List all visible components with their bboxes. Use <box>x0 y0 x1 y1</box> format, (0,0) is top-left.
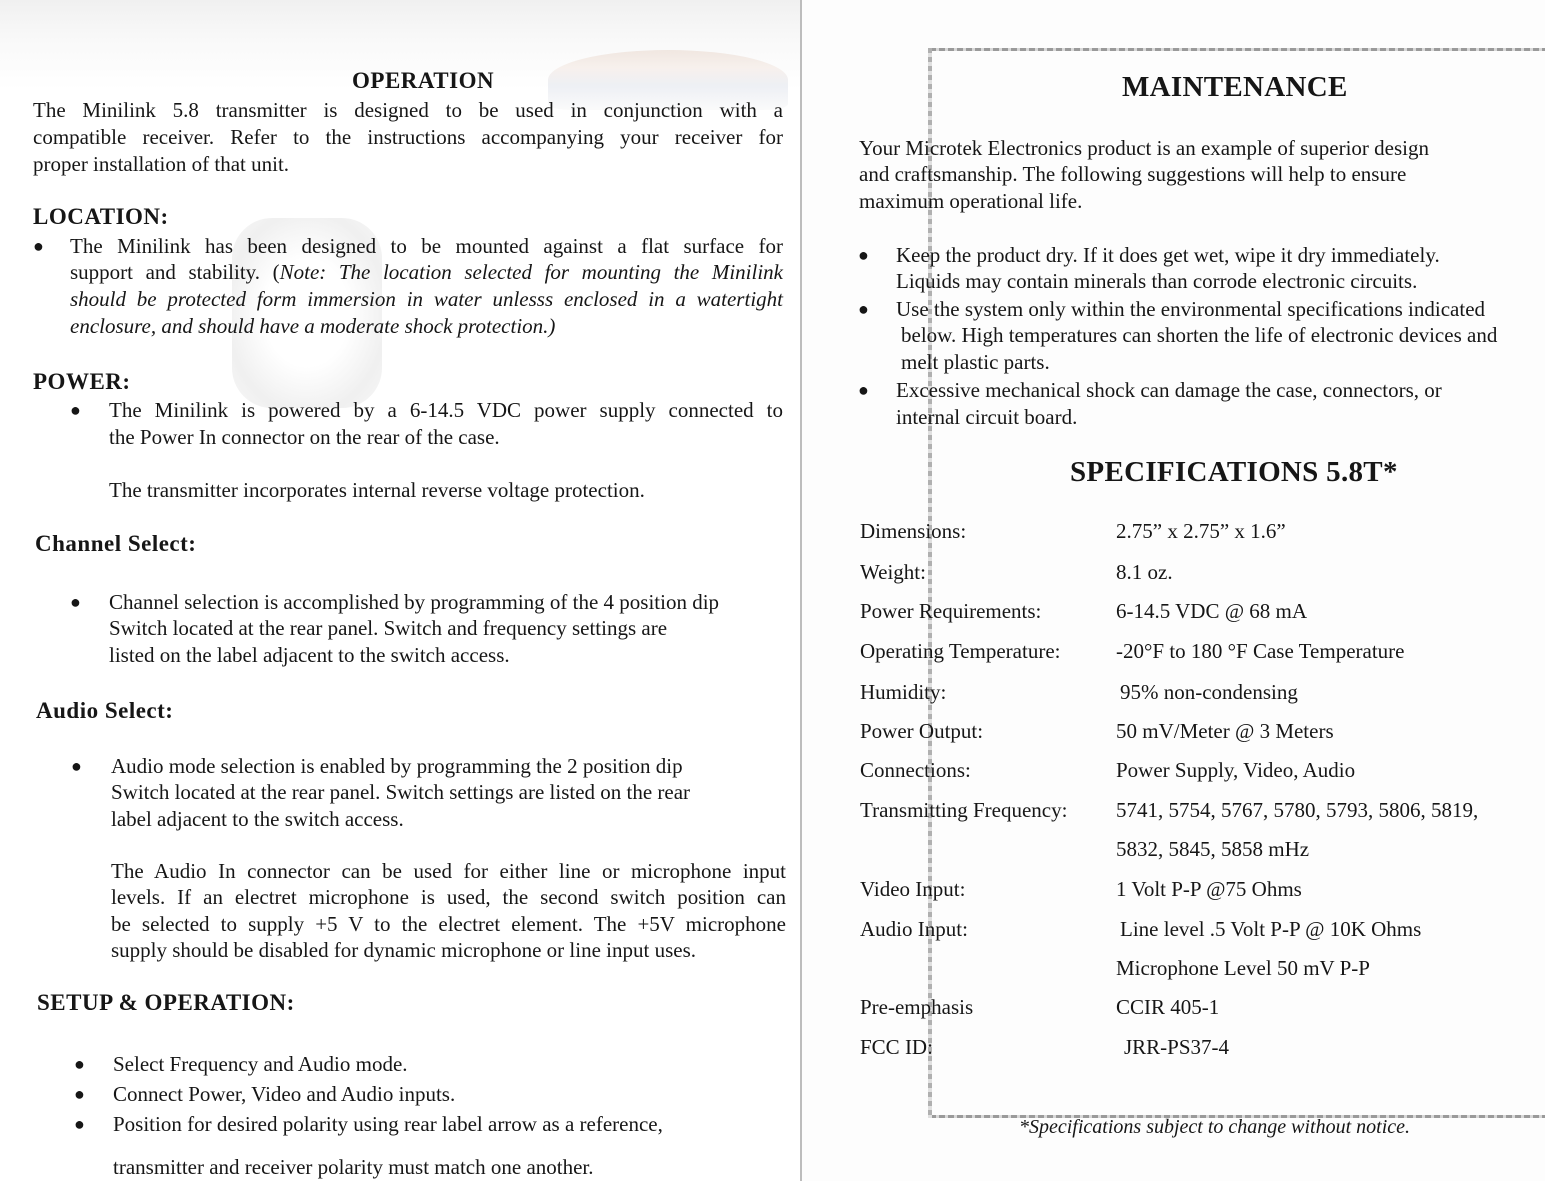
location-line-2 <box>70 259 783 286</box>
border-top-decoration <box>930 48 1545 51</box>
setup-item-2: Connect Power, Video and Audio inputs. <box>113 1082 456 1106</box>
spec-value: Line level .5 Volt P-P @ 10K Ohms <box>1120 917 1422 941</box>
setup-title: SETUP & OPERATION: <box>37 990 295 1015</box>
location-line-2-note: Note: The location selected for mounting the Minilink <box>279 260 783 284</box>
spec-label: Pre-emphasis <box>860 995 974 1019</box>
spec-label: Power Output: <box>860 719 984 743</box>
spec-value: 50 mV/Meter @ 3 Meters <box>1116 719 1334 743</box>
audio-para-line-1: The Audio In connector can be used for either line or microphone input <box>111 859 786 883</box>
bullet-icon: ● <box>74 1114 85 1134</box>
audio-line-3: label adjacent to the switch access. <box>111 807 404 831</box>
spec-value: -20°F to 180 °F Case Temperature <box>1116 639 1405 663</box>
location-line-4: enclosure, and should have a moderate shock protection.) <box>70 314 556 338</box>
bullet-icon: ● <box>74 1084 85 1104</box>
audio-para-line-4: supply should be disabled for dynamic microphone or line input uses. <box>111 938 696 962</box>
spec-value: 8.1 oz. <box>1116 560 1173 584</box>
power-line-3: The transmitter incorporates internal reverse voltage protection. <box>109 478 645 502</box>
channel-line-1: Channel selection is accomplished by programming of the 4 position dip <box>109 590 720 614</box>
operation-intro-line-1: The Minilink 5.8 transmitter is designed to be used in conjunction with a <box>33 98 783 122</box>
location-line-2-plain: support and stability. ( <box>70 260 280 284</box>
bullet-icon: ● <box>70 592 81 612</box>
power-line-2: the Power In connector on the rear of the case. <box>109 425 500 449</box>
spec-label: Operating Temperature: <box>860 639 1061 663</box>
location-title: LOCATION: <box>33 204 169 229</box>
spec-value: 6-14.5 VDC @ 68 mA <box>1116 599 1308 623</box>
spec-value: CCIR 405-1 <box>1116 995 1220 1019</box>
location-line-1: The Minilink has been designed to be mounted against a flat surface for <box>70 234 783 258</box>
setup-item-3: Position for desired polarity using rear label arrow as a reference, <box>113 1112 663 1136</box>
audio-para-line-2: levels. If an electret microphone is used, the second switch position can <box>111 885 786 909</box>
spec-label: FCC ID: <box>860 1035 933 1059</box>
page-fold <box>800 0 802 1181</box>
spec-value: 5832, 5845, 5858 mHz <box>1116 837 1310 861</box>
spec-value: Microphone Level 50 mV P-P <box>1116 956 1370 980</box>
specifications-title: SPECIFICATIONS 5.8T* <box>1070 456 1398 488</box>
maint-b2-line-3: melt plastic parts. <box>901 350 1050 374</box>
maintenance-intro-line-2: and craftsmanship. The following suggestions will help to ensure <box>859 162 1407 186</box>
operation-title: OPERATION <box>352 68 495 93</box>
audio-line-1: Audio mode selection is enabled by programming the 2 position dip <box>111 754 683 778</box>
maint-b1-line-1: Keep the product dry. If it does get wet, wipe it dry immediately. <box>896 243 1440 267</box>
channel-line-2: Switch located at the rear panel. Switch and frequency settings are <box>109 616 668 640</box>
spec-label: Power Requirements: <box>860 599 1042 623</box>
spec-label: Video Input: <box>860 877 966 901</box>
spec-label: Humidity: <box>860 680 947 704</box>
setup-item-1: Select Frequency and Audio mode. <box>113 1052 408 1076</box>
audio-line-2: Switch located at the rear panel. Switch settings are listed on the rear <box>111 780 691 804</box>
spec-value: 2.75” x 2.75” x 1.6” <box>1116 519 1286 543</box>
spec-label: Dimensions: <box>860 519 967 543</box>
maint-b3-line-1: Excessive mechanical shock can damage the case, connectors, or <box>896 378 1442 402</box>
maintenance-intro-line-3: maximum operational life. <box>859 189 1083 213</box>
maint-b3-line-2: internal circuit board. <box>896 405 1078 429</box>
maint-b2-line-2: below. High temperatures can shorten the life of electronic devices and <box>901 323 1498 347</box>
power-line-1: The Minilink is powered by a 6-14.5 VDC power supply connected to <box>109 398 783 422</box>
bullet-icon: ● <box>71 756 82 776</box>
maintenance-title: MAINTENANCE <box>1122 71 1348 103</box>
power-title: POWER: <box>33 369 131 394</box>
operation-intro-line-3: proper installation of that unit. <box>33 152 290 176</box>
spec-value: 95% non-condensing <box>1120 680 1298 704</box>
audio-para-line-3: be selected to supply +5 V to the electret element. The +5V microphone <box>111 912 786 936</box>
spec-value: JRR-PS37-4 <box>1124 1035 1230 1059</box>
bullet-icon: ● <box>33 236 44 256</box>
spec-value: 1 Volt P-P @75 Ohms <box>1116 877 1302 901</box>
operation-intro-line-2: compatible receiver. Refer to the instructions accompanying your receiver for <box>33 125 783 149</box>
location-line-3: should be protected form immersion in water unlesss enclosed in a watertight <box>70 287 783 311</box>
spec-label: Weight: <box>860 560 926 584</box>
spec-label: Transmitting Frequency: <box>860 798 1068 822</box>
channel-line-3: listed on the label adjacent to the switch access. <box>109 643 510 667</box>
bullet-icon: ● <box>74 1054 85 1074</box>
bullet-icon: ● <box>858 299 869 319</box>
audio-select-title: Audio Select: <box>36 698 174 723</box>
spec-value: 5741, 5754, 5767, 5780, 5793, 5806, 5819, <box>1116 798 1479 822</box>
maint-b2-line-1: Use the system only within the environmental specifications indicated <box>896 297 1486 321</box>
spec-value: Power Supply, Video, Audio <box>1116 758 1356 782</box>
spec-label: Audio Input: <box>860 917 968 941</box>
maintenance-intro-line-1: Your Microtek Electronics product is an example of superior design <box>859 136 1429 160</box>
specifications-footnote: *Specifications subject to change without notice. <box>1019 1116 1411 1138</box>
bullet-icon: ● <box>858 380 869 400</box>
spec-label: Connections: <box>860 758 971 782</box>
bullet-icon: ● <box>858 245 869 265</box>
setup-item-3-cont: transmitter and receiver polarity must match one another. <box>113 1155 594 1179</box>
maint-b1-line-2: Liquids may contain minerals than corrode electronic circuits. <box>896 269 1418 293</box>
bullet-icon: ● <box>70 400 81 420</box>
channel-select-title: Channel Select: <box>35 531 197 556</box>
